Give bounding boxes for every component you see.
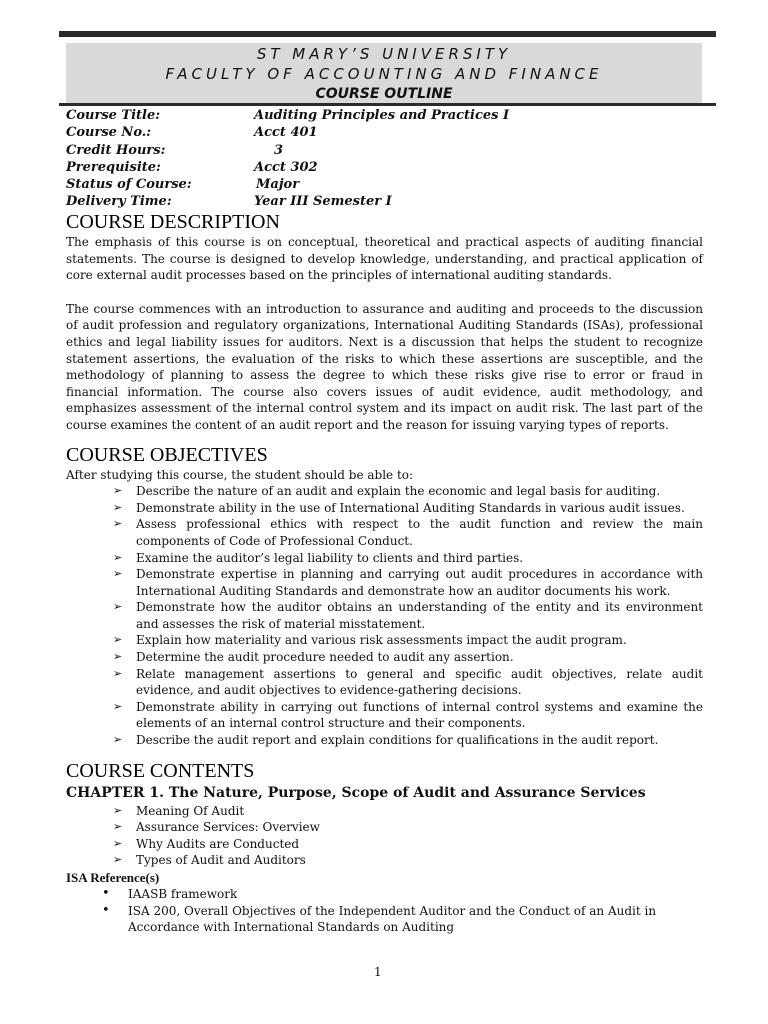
description-paragraph-2: The course commences with an introduction to assurance and auditing and proceeds to the discussion of audit profession and regulatory organizations, International Auditing Standards (ISAs), professional ethics and legal liability issues for auditors. Next is a discussion that helps the student to recognize statement assertions, the evaluation of the risks to which these assertions are susceptible, and the methodology of planning to assess the degree to which these risks give rise to error or fraud in financial information. The course also covers issues of audit evidence, audit methodology, and emphasizes assessment of the internal control system and its impact on audit risk. The last part of the course examines the content of an audit report and the reason for issuing varying types of reports.: [66, 301, 703, 432]
isa-reference-heading: ISA Reference(s): [66, 870, 160, 885]
section-heading-description: COURSE DESCRIPTION: [66, 211, 280, 233]
arrow-bullet-icon: ➢: [113, 699, 123, 713]
section-heading-contents: COURSE CONTENTS: [66, 759, 255, 782]
page-number: 1: [374, 965, 382, 979]
list-item: ➢ Demonstrate ability in the use of International Auditing Standards in various audit issues.: [113, 500, 685, 515]
list-item: ➢ Describe the audit report and explain conditions for qualifications in the audit report.: [113, 733, 659, 748]
info-key: Course No.:: [66, 125, 152, 141]
arrow-bullet-icon: ➢: [113, 803, 123, 817]
arrow-bullet-icon: ➢: [113, 733, 123, 747]
arrow-bullet-icon: ➢: [113, 820, 123, 834]
info-value: Auditing Principles and Practices I: [254, 108, 510, 123]
arrow-bullet-icon: ➢: [113, 500, 123, 514]
bullet-icon: •: [102, 886, 110, 901]
arrow-bullet-icon: ➢: [113, 550, 123, 564]
university-name: ST MARY’S UNIVERSITY: [256, 45, 512, 63]
list-item: ➢ Relate management assertions to general and specific audit objectives, relate audit evidence, and audit objectives to evidence-gathering decisions.: [113, 666, 703, 698]
info-value: Major: [256, 177, 300, 193]
list-item: ➢ Demonstrate ability in carrying out functions of internal control systems and examine the elements of an internal control structure and their components.: [113, 699, 703, 731]
chapter-1-title: CHAPTER 1. The Nature, Purpose, Scope of Audit and Assurance Services: [66, 784, 646, 801]
info-key: Credit Hours:: [66, 142, 166, 158]
banner-top-rule: [59, 31, 716, 37]
list-item: ➢ Explain how materiality and various risk assessments impact the audit program.: [113, 633, 627, 648]
list-item: ➢ Why Audits are Conducted: [113, 836, 300, 851]
arrow-bullet-icon: ➢: [113, 567, 123, 581]
main-content: [66, 210, 703, 936]
info-row-delivery: [66, 193, 706, 210]
document-title: COURSE OUTLINE: [315, 86, 453, 102]
isa-reference-list: [66, 886, 703, 936]
info-value: 3: [274, 142, 284, 158]
list-item: ➢ Demonstrate how the auditor obtains an understanding of the entity and its environment and assesses the risk of material misstatement.: [113, 600, 703, 631]
objectives-list: [66, 483, 703, 749]
list-item: • IAASB framework: [102, 886, 238, 901]
list-item: ➢ Determine the audit procedure needed to audit any assertion.: [113, 650, 514, 665]
info-row-credit-hours: [66, 142, 706, 159]
header-banner: [66, 43, 702, 103]
arrow-bullet-icon: ➢: [113, 517, 123, 531]
list-item: ➢ Assurance Services: Overview: [113, 820, 320, 835]
info-row-number: [66, 124, 706, 141]
arrow-bullet-icon: ➢: [113, 600, 123, 614]
objectives-intro: After studying this course, the student should be able to:: [66, 467, 414, 482]
arrow-bullet-icon: ➢: [113, 836, 123, 850]
info-row-title: [66, 107, 706, 124]
list-item: ➢ Demonstrate expertise in planning and carrying out audit procedures in accordance with International Auditing Standards and demonstrate how an auditor documents his work.: [113, 567, 703, 598]
list-item: ➢ Examine the auditor’s legal liability to clients and third parties.: [113, 550, 524, 565]
info-key: Prerequisite:: [66, 159, 161, 175]
list-item: ➢ Types of Audit and Auditors: [113, 853, 306, 868]
list-item: ➢ Meaning Of Audit: [113, 803, 245, 818]
info-key: Delivery Time:: [66, 194, 172, 210]
list-item: • ISA 200, Overall Objectives of the Independent Auditor and the Conduct of an Audit in Accordance with International Standards on Auditing: [102, 902, 657, 935]
chapter-1-topics: [66, 803, 703, 869]
description-paragraph-1: The emphasis of this course is on conceptual, theoretical and practical aspects of auditing financial statements. The course is designed to develop knowledge, understanding, and practical application of core external audit processes based on the principles of international auditing standards.: [66, 235, 703, 283]
section-heading-objectives: COURSE OBJECTIVES: [66, 443, 268, 466]
course-info: [66, 107, 706, 211]
info-value: Year III Semester I: [254, 194, 392, 210]
arrow-bullet-icon: ➢: [113, 650, 123, 664]
bullet-icon: •: [102, 902, 110, 918]
banner-bottom-rule: [59, 103, 716, 106]
arrow-bullet-icon: ➢: [113, 484, 123, 498]
info-value: Acct 401: [254, 125, 318, 141]
info-row-status: [66, 176, 706, 193]
info-row-prerequisite: [66, 159, 706, 176]
info-value: Acct 302: [254, 159, 318, 175]
arrow-bullet-icon: ➢: [113, 853, 123, 867]
arrow-bullet-icon: ➢: [113, 666, 123, 680]
list-item: ➢ Describe the nature of an audit and explain the economic and legal basis for auditing.: [113, 484, 661, 499]
faculty-name: FACULTY OF ACCOUNTING AND FINANCE: [165, 65, 603, 83]
list-item: ➢ Assess professional ethics with respect to the audit function and review the main components of Code of Professional Conduct.: [113, 517, 703, 548]
info-key: Status of Course:: [66, 177, 192, 193]
arrow-bullet-icon: ➢: [113, 633, 123, 647]
info-key: Course Title:: [66, 108, 161, 123]
